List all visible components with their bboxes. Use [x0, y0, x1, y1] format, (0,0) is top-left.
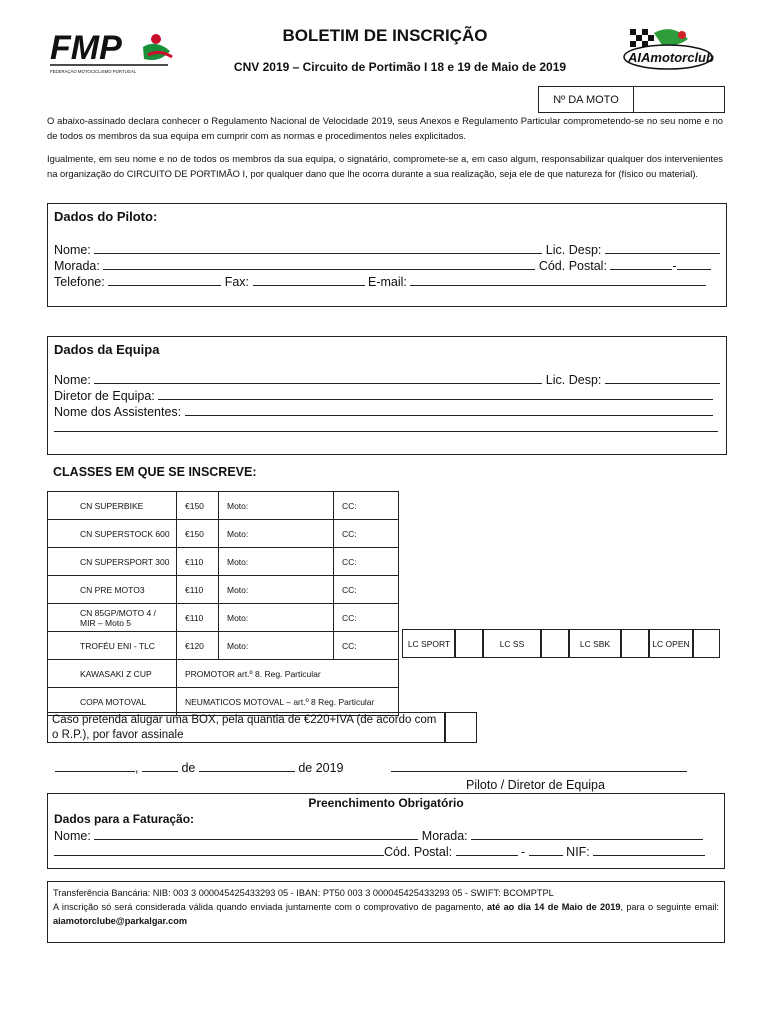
pilot-phone-label: Telefone: [54, 275, 105, 289]
billing-required-heading: Preenchimento Obrigatório [308, 796, 464, 810]
team-assistants-field[interactable] [185, 404, 713, 416]
pilot-license-label: Lic. Desp: [545, 243, 602, 257]
team-assistants-row-2 [54, 420, 718, 437]
class-moto-field[interactable]: Moto: [219, 492, 334, 520]
class-cc-field[interactable]: CC: [334, 632, 399, 660]
team-assistants-label: Nome dos Assistentes: [54, 405, 182, 419]
team-assistants-field-2[interactable] [54, 420, 718, 432]
pilot-fax-label: Fax: [224, 275, 250, 289]
class-cc-field[interactable]: CC: [334, 492, 399, 520]
billing-postal-label: Cód. Postal: [384, 845, 453, 859]
class-name: CN SUPERSTOCK 600 [48, 520, 177, 548]
validity-note-text: A inscrição só será considerada válida quando enviada juntamente com o comprovativo de pagamento, [53, 902, 484, 912]
class-row [48, 492, 399, 520]
date-month-field[interactable] [199, 760, 295, 772]
class-price: €120 [177, 632, 219, 660]
aia-logo-text: AIAmotorclube [628, 50, 714, 65]
class-info: NEUMATICOS MOTOVAL – art.º 8 Reg. Particular [177, 688, 399, 716]
pilot-fax-field[interactable] [253, 274, 365, 286]
pilot-address-label: Morada: [54, 259, 100, 273]
team-director-label: Diretor de Equipa: [54, 389, 155, 403]
class-moto-field[interactable]: Moto: [219, 604, 334, 632]
date-de-label: de [181, 761, 196, 775]
billing-name-label: Nome: [54, 829, 91, 843]
class-row [48, 632, 399, 660]
class-moto-field[interactable]: Moto: [219, 576, 334, 604]
team-director-row [54, 388, 713, 405]
billing-postal-row: Cód. Postal: - NIF: [54, 844, 705, 861]
pilot-postal-field-2[interactable] [677, 258, 711, 270]
lc-ss-cell: LC SS [482, 629, 542, 658]
class-row [48, 548, 399, 576]
page-title: BOLETIM DE INSCRIÇÃO [282, 26, 488, 45]
classes-table [47, 491, 399, 716]
pilot-name-field[interactable] [94, 242, 542, 254]
billing-name-row [54, 828, 703, 845]
team-director-field[interactable] [158, 388, 713, 400]
moto-number-box [538, 86, 725, 113]
team-name-label: Nome: [54, 373, 91, 387]
class-cc-field[interactable]: CC: [334, 548, 399, 576]
class-name: COPA MOTOVAL [48, 688, 177, 716]
date-row [55, 760, 344, 777]
pilot-email-field[interactable] [410, 274, 706, 286]
date-day-field[interactable] [142, 760, 178, 772]
box-rental-text: Caso pretenda alugar uma BOX, pela quantia de €220+IVA (de acordo com o R.P.), por favor assinale [47, 712, 445, 743]
class-row [48, 604, 399, 632]
lc-sbk-checkbox[interactable] [620, 629, 650, 658]
pilot-contacts-row [54, 274, 706, 291]
class-name: CN SUPERBIKE [48, 492, 177, 520]
class-price: €150 [177, 520, 219, 548]
pilot-phone-field[interactable] [108, 274, 221, 286]
class-name: CN 85GP/MOTO 4 / MIR – Moto 5 [48, 604, 177, 632]
pilot-data-section [47, 203, 727, 307]
pilot-name-label: Nome: [54, 243, 91, 257]
intro-paragraph-2: Igualmente, em seu nome e no de todos os membros da sua equipa, o signatário, compromete-se a, em caso algum, responsabilizar qualquer dos intervenientes na organização do CIRCUITO DE PORTIMÃO I, por qualquer dano que lhe ocorra durante a sua realização, seja ele de que natureza for (físico ou material). [47, 153, 723, 179]
lc-sport-cell: LC SPORT [402, 629, 456, 658]
team-assistants-row [54, 404, 713, 421]
team-data-section [47, 336, 727, 455]
fmp-logo-text: FMP [50, 29, 122, 67]
billing-name-field[interactable] [94, 828, 418, 840]
class-row-kawasaki [48, 660, 399, 688]
billing-title: Dados para a Faturação: [54, 812, 195, 826]
class-moto-field[interactable]: Moto: [219, 548, 334, 576]
team-name-field[interactable] [94, 372, 542, 384]
date-year-label: de 2019 [298, 761, 344, 775]
team-section-title: Dados da Equipa [54, 342, 160, 357]
box-rental-checkbox[interactable] [445, 712, 477, 743]
class-moto-field[interactable]: Moto: [219, 632, 334, 660]
class-price: €150 [177, 492, 219, 520]
classes-title: CLASSES EM QUE SE INSCREVE: [53, 465, 257, 479]
signature-line[interactable] [391, 771, 687, 772]
billing-address-field[interactable] [471, 828, 703, 840]
team-license-label: Lic. Desp: [545, 373, 602, 387]
moto-number-label: Nº DA MOTO [539, 87, 634, 112]
billing-address-label: Morada: [421, 829, 468, 843]
pilot-postal-label: Cód. Postal: [538, 259, 607, 273]
aia-motorclube-logo [622, 25, 714, 77]
class-name: TROFÉU ENI - TLC [48, 632, 177, 660]
class-cc-field[interactable]: CC: [334, 604, 399, 632]
class-cc-field[interactable]: CC: [334, 576, 399, 604]
billing-postal-field-1[interactable] [456, 844, 518, 856]
billing-section [47, 793, 725, 869]
billing-address-field-2[interactable] [54, 844, 384, 856]
lc-open-cell: LC OPEN [648, 629, 694, 658]
pilot-postal-field-1[interactable] [610, 258, 672, 270]
class-name: KAWASAKI Z CUP [48, 660, 177, 688]
date-separator: , [135, 761, 139, 775]
class-row [48, 576, 399, 604]
class-name: CN SUPERSPORT 300 [48, 548, 177, 576]
team-name-row [54, 372, 720, 389]
moto-number-field[interactable] [634, 87, 724, 112]
pilot-section-title: Dados do Piloto: [54, 209, 158, 224]
validity-note [53, 900, 719, 928]
date-place-field[interactable] [55, 760, 135, 772]
pilot-license-field[interactable] [605, 242, 720, 254]
class-row [48, 520, 399, 548]
lc-open-checkbox[interactable] [692, 629, 720, 658]
pilot-name-row [54, 242, 720, 259]
billing-postal-field-2[interactable] [529, 844, 563, 856]
intro-paragraph-1: O abaixo-assinado declara conhecer o Regulamento Nacional de Velocidade 2019, seus Anexos e Regulamento Particular comprometendo-se no seu nome e no de todos os membros da sua equipa em cumprir com as normas e procedimentos neles explicitados. [47, 115, 723, 141]
lc-sbk-cell: LC SBK [568, 629, 622, 658]
class-cc-field[interactable]: CC: [334, 520, 399, 548]
class-info: PROMOTOR art.º 8. Reg. Particular [177, 660, 399, 688]
pilot-address-field[interactable] [103, 258, 535, 270]
deadline-text: até ao dia 14 de Maio de 2019 [486, 902, 621, 912]
validity-note-tail: , para o seguinte email: [620, 902, 719, 912]
bank-transfer-info: Transferência Bancária: NIB: 003 3 000045425433293 05 - IBAN: PT50 003 3 000045425433293 05 - SWIFT: BCOMPTPL [53, 888, 554, 898]
class-price: €110 [177, 576, 219, 604]
billing-nif-label: NIF: [566, 845, 590, 859]
class-moto-field[interactable]: Moto: [219, 520, 334, 548]
payment-info-box [47, 881, 725, 943]
signer-label: Piloto / Diretor de Equipa [466, 778, 605, 792]
contact-email[interactable]: aiamotorclube@parkalgar.com [53, 916, 188, 926]
pilot-email-label: E-mail: [367, 275, 407, 289]
team-license-field[interactable] [605, 372, 720, 384]
class-name: CN PRE MOTO3 [48, 576, 177, 604]
lc-sport-checkbox[interactable] [454, 629, 484, 658]
billing-nif-field[interactable] [593, 844, 705, 856]
page-subtitle: CNV 2019 – Circuito de Portimão I 18 e 19 de Maio de 2019 [233, 60, 567, 74]
lc-ss-checkbox[interactable] [540, 629, 570, 658]
fmp-logo-tagline: FEDERAÇÃO MOTOCICLISMO PORTUGAL [50, 69, 137, 74]
class-price: €110 [177, 548, 219, 576]
class-price: €110 [177, 604, 219, 632]
pilot-address-row: Morada: Cód. Postal: - [54, 258, 711, 275]
